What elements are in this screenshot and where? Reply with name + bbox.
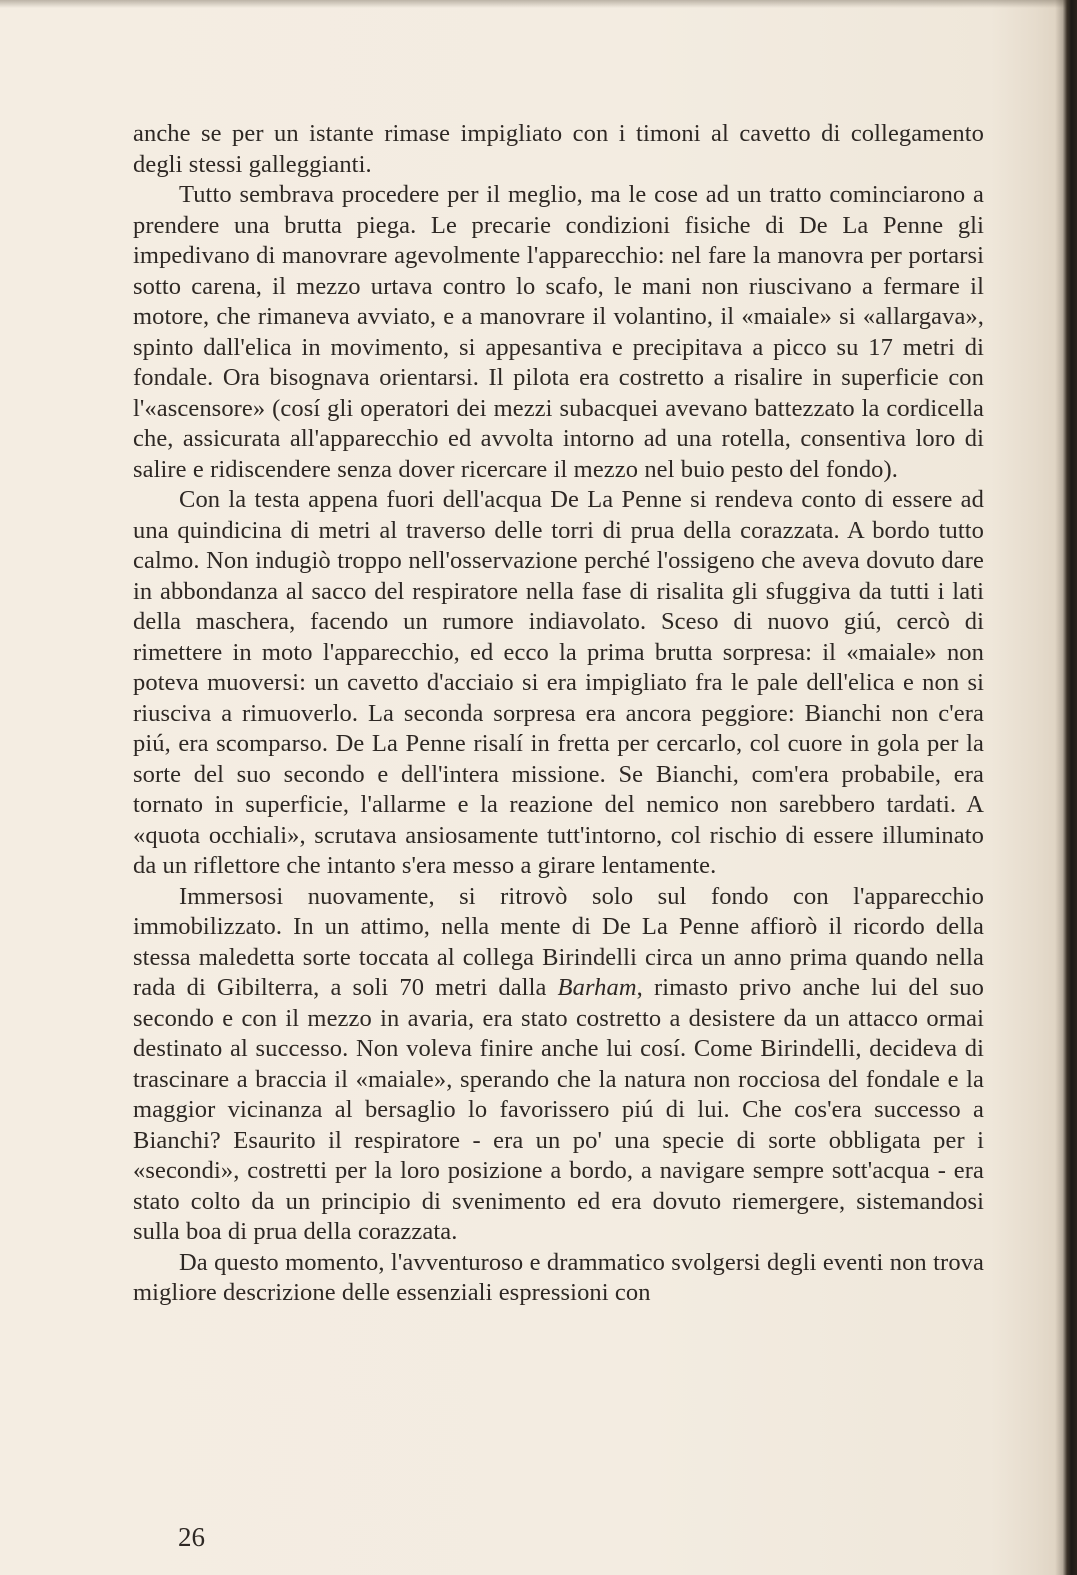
paragraph-3: Con la testa appena fuori dell'acqua De La Penne si rendeva conto di essere ad una quindicina di metri al traverso delle torri di prua della corazzata. A bordo tutto calmo. Non indugiò troppo nell'osservazione perché l'ossigeno che aveva dovuto dare in abbondanza al sacco del respiratore nella fase di risalita gli sfuggiva da tutti i lati della maschera, facendo un rumore indiavolato. Sceso di nuovo giú, cercò di rimettere in moto l'apparecchio, ed ecco la prima brutta sorpresa: il «maiale» non poteva muoversi: un cavetto d'acciaio si era impigliato fra le pale dell'elica e non si riusciva a rimuoverlo. La seconda sorpresa era ancora peggiore: Bianchi non c'era piú, era scomparso. De La Penne risalí in fretta per cercarlo, col cuore in gola per la sorte del suo secondo e dell'intera missione. Se Bianchi, com'era probabile, era tornato in superficie, l'allarme e la reazione del nemico non sarebbero tardati. A «quota occhiali», scrutava ansiosamente tutt'intorno, col rischio di essere illuminato da un riflettore che intanto s'era messo a girare lentamente. <box>133 486 984 879</box>
paragraph-4 <box>133 882 984 1248</box>
paragraph-4-part-2: , rimasto privo anche lui del suo secondo e con il mezzo in avaria, era stato costretto a desistere da un attacco ormai destinato al successo. Non voleva finire anche lui cosí. Come Birindelli, decideva di trascinare a braccia il «maiale», sperando che la natura non rocciosa del fondale e la maggior vicinanza al bersaglio lo favorissero piú di lui. Che cos'era successo a Bianchi? Esaurito il respiratore - era un po' una specie di sorte obbligata per i «secondi», costretti per la loro posizione a bordo, a navigare sempre sott'acqua - era stato colto da un principio di svenimento ed era dovuto riemergere, sistemandosi sulla boa di prua della corazzata. <box>133 974 984 1245</box>
paragraph-2: Tutto sembrava procedere per il meglio, ma le cose ad un tratto cominciarono a prendere una brutta piega. Le precarie condizioni fisiche di De La Penne gli impedivano di manovrare agevolmente l'apparecchio: nel fare la manovra per portarsi sotto carena, il mezzo urtava contro lo scafo, le mani non riuscivano a fermare il motore, che rimaneva avviato, e a manovrare il volantino, il «maiale» si «allargava», spinto dall'elica in movimento, si appesantiva e precipitava a picco su 17 metri di fondale. Ora bisognava orientarsi. Il pilota era costretto a risalire in superficie con l'«ascensore» (cosí gli operatori dei mezzi subacquei avevano battezzato la cordicella che, assicurata all'apparecchio ed avvolta intorno ad una rotella, consentiva loro di salire e ridiscendere senza dover ricercare il mezzo nel buio pesto del fondo). <box>133 181 984 483</box>
ship-name-italic: Barham <box>557 974 637 1001</box>
paragraph-1: anche se per un istante rimase impigliato con i timoni al cavetto di collegamento degli stessi galleggianti. <box>133 120 984 178</box>
scan-top-shadow <box>0 0 1077 8</box>
paragraph-5: Da questo momento, l'avventuroso e drammatico svolgersi degli eventi non trova migliore descrizione delle essenziali espressioni con <box>133 1248 984 1306</box>
book-spine-shadow <box>1055 0 1077 1575</box>
body-text <box>133 119 984 1309</box>
page-number: 26 <box>178 1522 205 1552</box>
paragraph-4-part-1: Immersosi nuovamente, si ritrovò solo sul fondo con l'apparecchio immobilizzato. In un attimo, nella mente di De La Penne affiorò il ricordo della stessa maledetta sorte toccata al collega Birindelli circa un anno prima quando nella rada di Gibilterra, a soli 70 metri dalla <box>133 882 984 1001</box>
